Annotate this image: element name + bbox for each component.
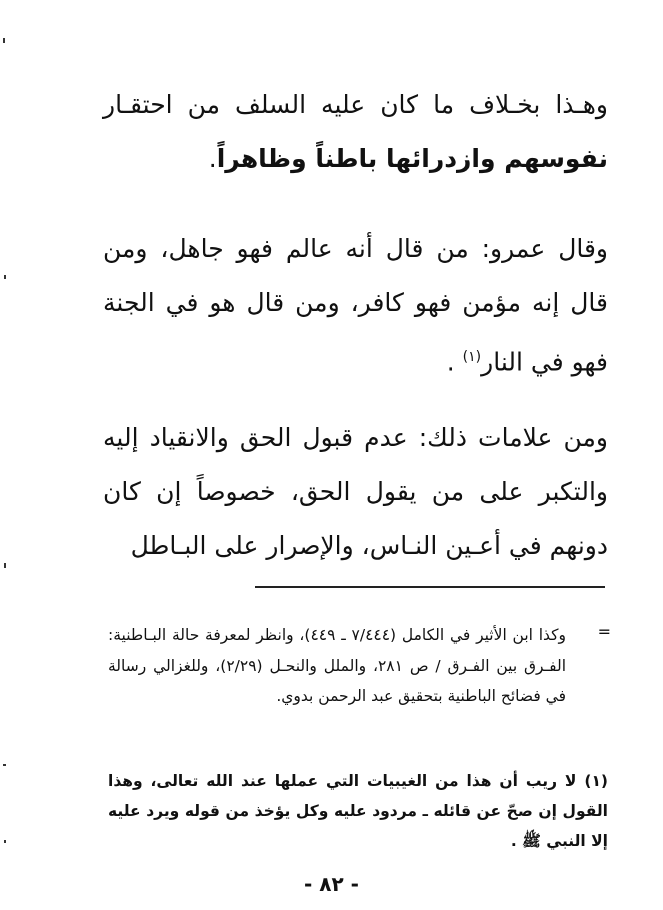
paragraph-2-end: . bbox=[446, 347, 455, 377]
paragraph-3 bbox=[103, 411, 608, 573]
scan-speck bbox=[3, 38, 5, 43]
footnote-1 bbox=[108, 766, 608, 856]
scan-speck bbox=[4, 563, 6, 568]
paragraph-3-text: ومن علامات ذلك: عدم قبول الحق والانقياد إليه والتكبر على من يقول الحق، خصوصاً إن كان دونهم في أعـين النـاس، والإصرار على البـاطل bbox=[103, 423, 608, 560]
footnote-separator-line bbox=[255, 586, 605, 588]
footnote-1-number: (١) bbox=[584, 772, 608, 790]
footnote-1-text: لا ريب أن هذا من الغيبيات التي عملها عند الله تعالى، وهذا القول إن صحّ عن قائله ـ مردود عليه وكل يؤخذ من قوله ويرد عليه إلا النبي ﷺ . bbox=[108, 772, 608, 850]
scan-speck bbox=[4, 275, 6, 279]
page-number: - ٨٢ - bbox=[304, 872, 359, 896]
footnote-continuation-mark: = bbox=[597, 622, 611, 641]
paragraph-1-emphasis: نفوسهم وازدرائها باطناً وظاهراً bbox=[216, 144, 608, 173]
paragraph-2 bbox=[103, 222, 608, 389]
footnote-continuation-text: وكذا ابن الأثير في الكامل (٧/٤٤٤ ـ ٤٤٩)، وانظر لمعرفة حالة البـاطنية: الفـرق بين الفـرق / ص ٢٨١، والملل والنحـل (٢/٢٩)، وللغزالي رسالة في فضائح الباطنية بتحقيق عبد الرحمن بدوي. bbox=[108, 626, 567, 705]
scan-speck bbox=[3, 764, 6, 766]
paragraph-1-end: . bbox=[208, 144, 217, 173]
scan-speck bbox=[4, 840, 6, 843]
footnote-continuation bbox=[108, 620, 566, 712]
paragraph-1 bbox=[103, 78, 608, 186]
paragraph-1-text: وهـذا بخـلاف ما كان عليه السلف من احتقـار bbox=[103, 90, 608, 119]
paragraph-2-text: وقال عمرو: من قال أنه عالم فهو جاهل، ومن قال إنه مؤمن فهو كافر، ومن قال هو في الجنة فهو في النار bbox=[103, 234, 608, 377]
footnote-reference: (١) bbox=[462, 349, 482, 365]
